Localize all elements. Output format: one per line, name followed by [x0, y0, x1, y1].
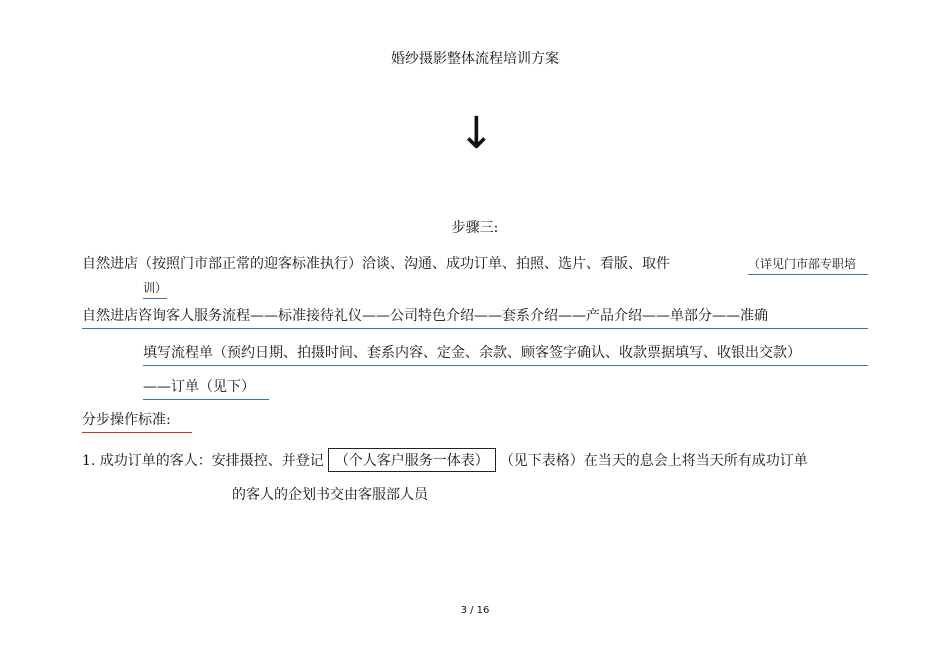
document-title: 婚纱摄影整体流程培训方案: [391, 51, 559, 67]
step-heading: 步骤三:: [451, 220, 499, 236]
list-item-1-suffix: （见下表格）在当天的息会上将当天所有成功订单: [499, 453, 808, 469]
list-item-1-continuation: 的客人的企划书交由客服部人员: [232, 487, 428, 503]
page-number: 3 / 16: [460, 605, 490, 616]
training-note-part1: （详见门市部专职培: [748, 255, 868, 275]
boxed-form-name: （个人客户服务一体表）: [328, 448, 496, 472]
process-line-4: ——订单（见下）: [143, 376, 269, 400]
training-note-part2: 训）: [143, 279, 167, 299]
section-heading: 分步操作标准:: [82, 409, 192, 433]
arrow-down-icon: ↓: [458, 108, 495, 159]
process-line-1: 自然进店（按照门市部正常的迎客标准执行）洽谈、沟通、成功订单、拍照、选片、看版、取件: [82, 256, 670, 272]
list-item-1: [82, 448, 808, 472]
process-line-3: 填写流程单（预约日期、拍摄时间、套系内容、定金、余款、顾客签字确认、收款票据填写、收银出交款）: [143, 342, 868, 366]
list-item-1-prefix: 1. 成功订单的客人：安排摄控、并登记: [82, 453, 324, 469]
process-line-2: 自然进店咨询客人服务流程——标准接待礼仪——公司特色介绍——套系介绍——产品介绍——单部分——准确: [82, 305, 868, 329]
